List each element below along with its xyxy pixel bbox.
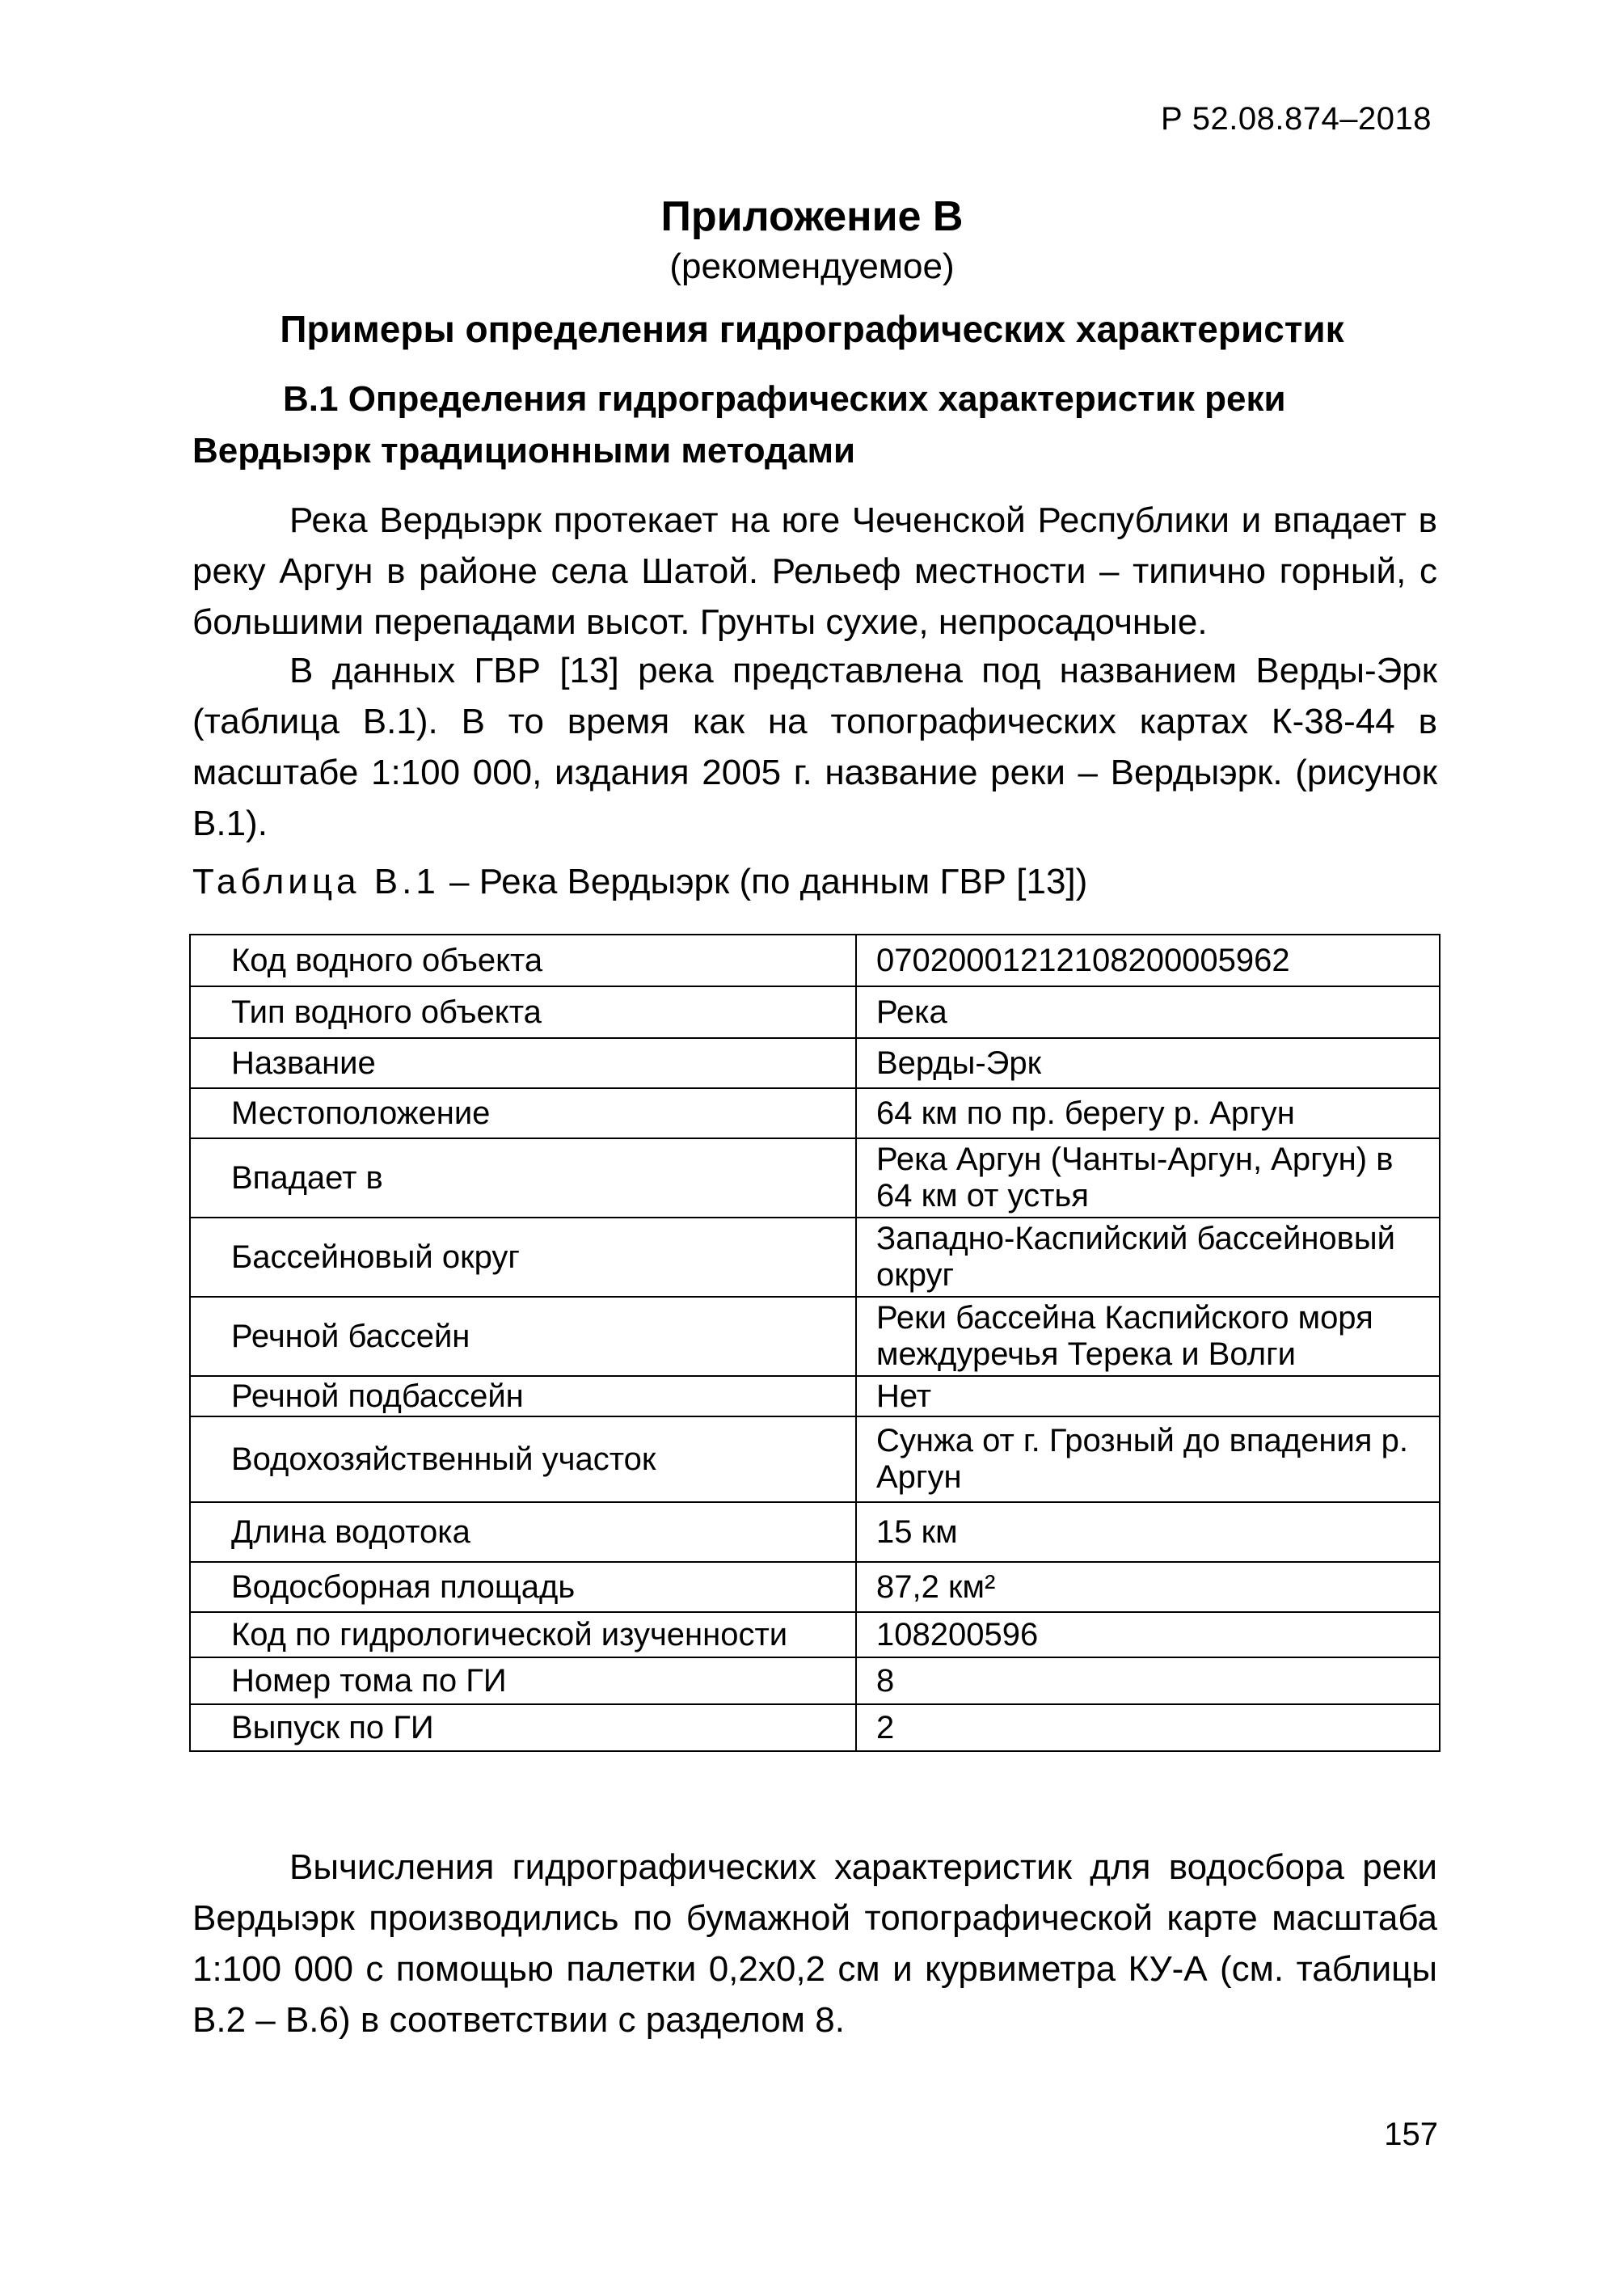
table-cell-label: Длина водотока [190, 1502, 856, 1562]
table-cell-label: Речной подбассейн [190, 1376, 856, 1416]
appendix-title: Приложение В [660, 193, 964, 240]
table-cell-value: 8 [856, 1657, 1440, 1704]
table-cell-label: Водосборная площадь [190, 1562, 856, 1612]
section-heading: В.1 Определения гидрографических характеристик реки Вердыэрк традиционными методами [192, 379, 1286, 471]
table-cell-label: Название [190, 1038, 856, 1088]
table-cell-label: Бассейновый округ [190, 1218, 856, 1297]
table-cell-value: Река Аргун (Чанты-Аргун, Аргун) в 64 км от устья [856, 1138, 1440, 1218]
table-cell-label: Водохозяйственный участок [190, 1416, 856, 1502]
table-cell-value: Реки бассейна Каспийского моря междуречья Терека и Волги [856, 1297, 1440, 1376]
table-row [190, 1038, 1440, 1088]
document-code: Р 52.08.874–2018 [1161, 101, 1432, 137]
appendix-status: (рекомендуемое) [669, 247, 955, 286]
paragraph-gvr-data: В данных ГВР [13] река представлена под названием Верды-Эрк (таблица В.1). В то время как на топографических картах К-38-44 в масштабе 1:100 000, издания 2005 г. название реки – Вердыэрк. (рисунок В.1). [192, 651, 1437, 843]
table-row [190, 1502, 1440, 1562]
table-row [190, 1218, 1440, 1297]
table-cell-label: Код водного объекта [190, 935, 856, 986]
table-row [190, 1562, 1440, 1612]
table-cell-label: Тип водного объекта [190, 986, 856, 1038]
river-data-table [189, 934, 1441, 1752]
table-cell-label: Местоположение [190, 1088, 856, 1138]
table-cell-value: Нет [856, 1376, 1440, 1416]
table-cell-value: 2 [856, 1704, 1440, 1751]
table-cell-value: Сунжа от г. Грозный до впадения р. Аргун [856, 1416, 1440, 1502]
table-row [190, 1297, 1440, 1376]
table-cell-label: Впадает в [190, 1138, 856, 1218]
table-row [190, 1088, 1440, 1138]
table-cell-value: Верды-Эрк [856, 1038, 1440, 1088]
table-cell-value: 15 км [856, 1502, 1440, 1562]
table-cell-label: Речной бассейн [190, 1297, 856, 1376]
table-caption [192, 862, 1087, 902]
table-cell-value: 108200596 [856, 1612, 1440, 1657]
table-cell-label: Номер тома по ГИ [190, 1657, 856, 1704]
table-cell-value: Западно-Каспийский бассейновый округ [856, 1218, 1440, 1297]
table-row [190, 935, 1440, 986]
table-cell-label: Выпуск по ГИ [190, 1704, 856, 1751]
paragraph-river-description: Река Вердыэрк протекает на юге Чеченской Республики и впадает в реку Аргун в районе села Шатой. Рельеф местности – типично горный, с большими перепадами высот. Грунты сухие, непросадочные. [192, 500, 1437, 642]
table-cell-value: 07020001212108200005962 [856, 935, 1440, 986]
table-caption-text: – Река Вердыэрк (по данным ГВР [13]) [439, 862, 1088, 901]
table-cell-label: Код по гидрологической изученности [190, 1612, 856, 1657]
table-row [190, 1376, 1440, 1416]
table-cell-value: 87,2 км² [856, 1562, 1440, 1612]
page-number: 157 [1384, 2117, 1438, 2152]
table-row [190, 986, 1440, 1038]
table-cell-value: Река [856, 986, 1440, 1038]
table-row [190, 1704, 1440, 1751]
table-row [190, 1138, 1440, 1218]
table-row [190, 1416, 1440, 1502]
table-caption-prefix: Таблица В.1 [192, 862, 440, 901]
paragraph-calculation-method: Вычисления гидрографических характеристик для водосбора реки Вердыэрк производились по бумажной топографической карте масштаба 1:100 000 с помощью палетки 0,2х0,2 см и курвиметра КУ-А (см. таблицы В.2 – В.6) в соответствии с разделом 8. [192, 1847, 1437, 2040]
table-row [190, 1612, 1440, 1657]
examples-title: Примеры определения гидрографических характеристик [280, 308, 1344, 350]
table-cell-value: 64 км по пр. берегу р. Аргун [856, 1088, 1440, 1138]
table-row [190, 1657, 1440, 1704]
